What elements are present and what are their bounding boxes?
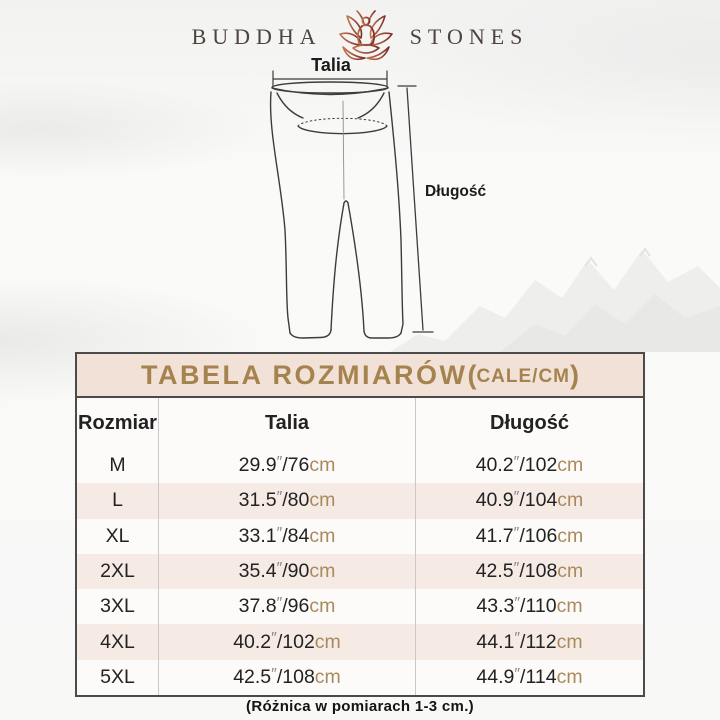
waist-value	[158, 519, 415, 554]
cm-unit: cm	[557, 524, 584, 547]
length-inches: 42.5	[475, 560, 514, 583]
size-label: 2XL	[100, 560, 135, 583]
brand-word-left: BUDDHA	[191, 24, 322, 49]
length-value	[415, 519, 643, 554]
table-row	[77, 660, 643, 695]
waist-centimeters: 96	[287, 595, 310, 618]
inch-mark: ″	[276, 595, 283, 613]
waist-inches: 40.2	[233, 630, 272, 653]
length-value	[415, 448, 643, 483]
waist-value	[158, 554, 415, 589]
waist-diagram-label: Talia	[311, 55, 351, 75]
slash: /	[282, 489, 288, 512]
inch-mark: ″	[514, 630, 521, 648]
length-centimeters: 104	[524, 489, 558, 512]
size-label: 3XL	[100, 595, 135, 618]
cm-unit: cm	[557, 454, 584, 477]
waist-value	[158, 483, 415, 518]
inch-mark: ″	[514, 665, 521, 683]
pants-line-drawing	[0, 0, 720, 352]
waist-value	[158, 589, 415, 624]
waist-centimeters: 90	[287, 560, 310, 583]
inch-mark: ″	[271, 630, 277, 648]
cm-unit: cm	[557, 560, 584, 583]
table-header-row	[77, 398, 643, 448]
inch-mark: ″	[513, 559, 520, 577]
cm-unit: cm	[314, 630, 341, 653]
slash: /	[519, 454, 525, 477]
length-centimeters: 106	[524, 524, 558, 547]
size-label: XL	[105, 524, 130, 547]
slash: /	[519, 560, 525, 583]
waist-inches: 31.5	[238, 489, 277, 512]
slash: /	[520, 595, 526, 618]
inch-mark: ″	[513, 524, 520, 542]
cm-unit: cm	[309, 595, 336, 618]
slash: /	[282, 524, 288, 547]
waist-value	[158, 660, 415, 695]
cm-unit: cm	[309, 489, 336, 512]
length-centimeters: 114	[525, 665, 557, 688]
slash: /	[520, 665, 526, 688]
length-inches: 43.3	[476, 595, 515, 618]
inch-mark: ″	[271, 665, 277, 683]
waist-inches: 29.9	[238, 454, 277, 477]
inch-mark: ″	[513, 454, 520, 471]
inch-mark: ″	[514, 595, 521, 613]
cm-unit: cm	[309, 524, 336, 547]
size-table-title	[77, 354, 643, 398]
size-label: 5XL	[100, 665, 135, 688]
title-text: TABELA ROZMIARÓW	[140, 359, 468, 390]
slash: /	[282, 560, 288, 583]
length-value	[415, 554, 643, 589]
size-label: L	[112, 489, 123, 512]
length-value	[415, 660, 643, 695]
cm-unit: cm	[556, 665, 583, 688]
waist-inches: 37.8	[238, 595, 277, 618]
waist-centimeters: 102	[282, 630, 315, 653]
length-inches: 44.1	[476, 630, 515, 653]
length-inches: 40.2	[475, 454, 514, 477]
waist-inches: 35.4	[238, 560, 277, 583]
inch-mark: ″	[513, 489, 520, 507]
slash: /	[282, 454, 288, 477]
table-row	[77, 519, 643, 554]
inch-mark: ″	[276, 559, 283, 577]
cm-unit: cm	[314, 665, 341, 688]
length-inches: 40.9	[475, 489, 514, 512]
slash: /	[276, 665, 283, 688]
title-paren-close: )	[570, 359, 579, 390]
slash: /	[282, 595, 288, 618]
title-paren-open: (	[467, 359, 477, 390]
waist-inches: 33.1	[238, 524, 277, 547]
column-header-size: Rozmiar	[78, 411, 157, 434]
waist-centimeters: 84	[287, 524, 310, 547]
cm-unit: cm	[556, 630, 583, 653]
slash: /	[276, 630, 283, 653]
length-centimeters: 110	[525, 595, 557, 618]
cm-unit: cm	[557, 489, 584, 512]
cm-unit: cm	[309, 454, 336, 477]
waist-centimeters: 76	[287, 454, 310, 477]
length-inches: 44.9	[476, 665, 515, 688]
inch-mark: ″	[276, 489, 283, 507]
length-value	[415, 589, 643, 624]
waist-inches: 42.5	[233, 665, 272, 688]
cm-unit: cm	[556, 595, 583, 618]
inch-mark: ″	[276, 524, 283, 542]
waist-centimeters: 108	[282, 665, 315, 688]
slash: /	[519, 489, 525, 512]
slash: /	[520, 630, 526, 653]
length-value	[415, 624, 643, 659]
length-centimeters: 102	[524, 454, 558, 477]
length-value	[415, 483, 643, 518]
size-label: 4XL	[100, 630, 135, 653]
cm-unit: cm	[309, 560, 336, 583]
waist-value	[158, 448, 415, 483]
size-table	[75, 352, 645, 697]
length-centimeters: 112	[525, 630, 557, 653]
length-diagram-label: Długość	[425, 183, 487, 200]
inch-mark: ″	[276, 454, 283, 471]
slash: /	[519, 524, 525, 547]
table-row	[77, 554, 643, 589]
brand-word-right: STONES	[409, 24, 529, 49]
waist-centimeters: 80	[287, 489, 310, 512]
measurement-tolerance-note: (Różnica w pomiarach 1-3 cm.)	[246, 698, 474, 715]
length-measure-arrow	[398, 86, 433, 332]
table-row	[77, 624, 643, 659]
size-label: M	[109, 454, 126, 477]
waist-value	[158, 624, 415, 659]
table-row	[77, 589, 643, 624]
column-header-length: Długość	[415, 398, 643, 448]
table-row	[77, 448, 643, 483]
title-unit: CALE/CM	[476, 365, 570, 387]
table-row	[77, 483, 643, 518]
length-centimeters: 108	[524, 560, 558, 583]
length-inches: 41.7	[475, 524, 514, 547]
column-header-waist: Talia	[158, 398, 415, 448]
